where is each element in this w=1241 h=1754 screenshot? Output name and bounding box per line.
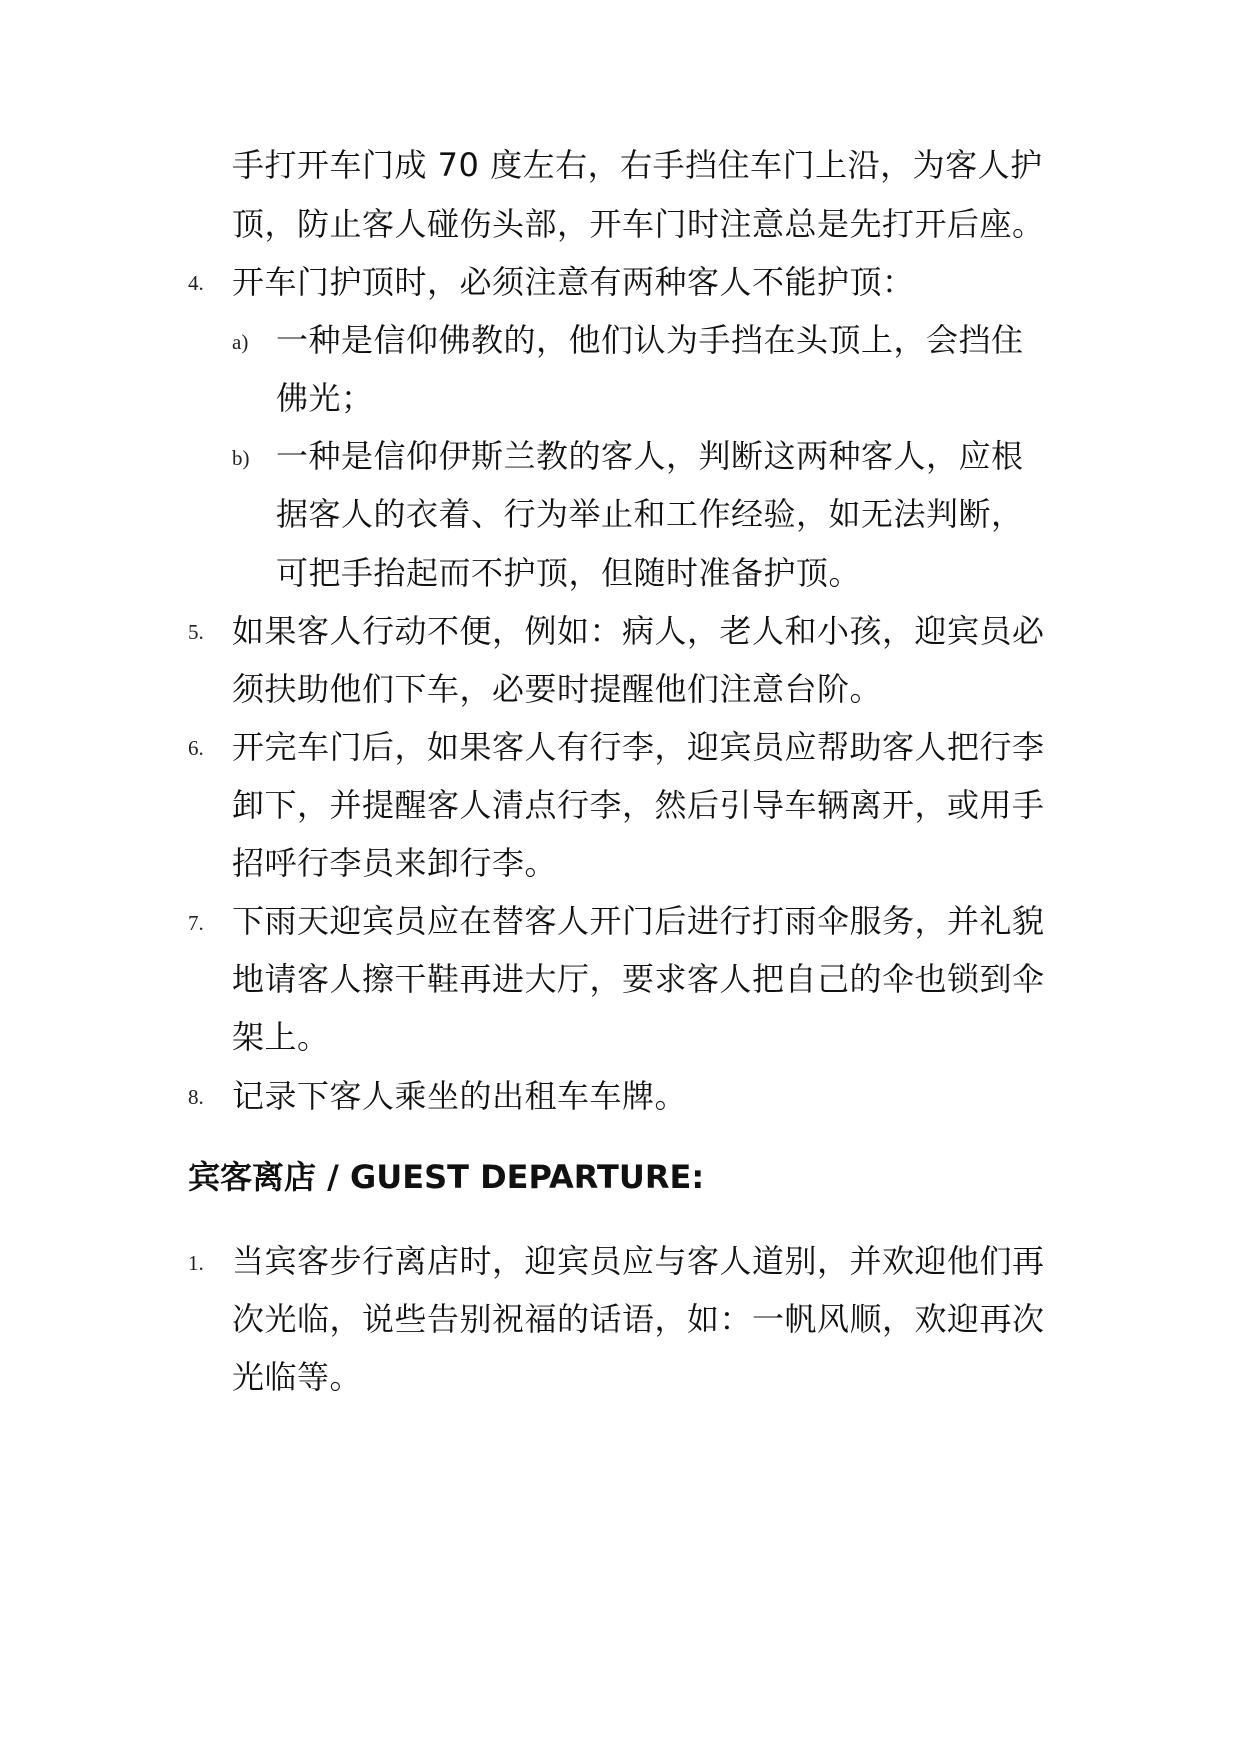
sublist-item-line: 据客人的衣着、行为举止和工作经验，如无法判断， — [276, 495, 1024, 533]
list-item-line: 下雨天迎宾员应在替客人开门后进行打雨伞服务，并礼貌 — [232, 902, 1045, 940]
sublist-item-line: 可把手抬起而不护顶，但随时准备护顶。 — [276, 554, 862, 592]
list-item-line: 开完车门后，如果客人有行李，迎宾员应帮助客人把行李 — [232, 728, 1045, 766]
paragraph-line: 顶，防止客人碰伤头部，开车门时注意总是先打开后座。 — [232, 205, 1045, 243]
list-number: 4. — [188, 271, 204, 295]
sublist-item-line: 佛光； — [276, 379, 374, 417]
list-number: 5. — [188, 620, 204, 644]
list-number: 7. — [188, 911, 204, 935]
list-item-line: 招呼行李员来卸行李。 — [232, 844, 558, 882]
sublist-letter: b) — [232, 446, 250, 470]
list-number: 1. — [188, 1251, 204, 1275]
list-item-line: 光临等。 — [232, 1358, 363, 1396]
list-item-line: 记录下客人乘坐的出租车车牌。 — [232, 1077, 688, 1115]
section-heading: 宾客离店 / GUEST DEPARTURE: — [188, 1158, 705, 1196]
list-item-line: 地请客人擦干鞋再进大厅，要求客人把自己的伞也锁到伞 — [232, 960, 1045, 998]
list-item-line: 当宾客步行离店时，迎宾员应与客人道别，并欢迎他们再 — [232, 1242, 1045, 1280]
list-item-line: 卸下，并提醒客人清点行李，然后引导车辆离开，或用手 — [232, 786, 1045, 824]
paragraph-line: 手打开车门成 70 度左右，右手挡住车门上沿，为客人护 — [232, 146, 1043, 184]
list-number: 6. — [188, 736, 204, 760]
list-number: 8. — [188, 1085, 204, 1109]
sublist-item-line: 一种是信仰伊斯兰教的客人，判断这两种客人，应根 — [276, 437, 1024, 475]
list-item-line: 架上。 — [232, 1018, 330, 1056]
list-item-line: 须扶助他们下车，必要时提醒他们注意台阶。 — [232, 670, 883, 708]
list-item-line: 开车门护顶时，必须注意有两种客人不能护顶： — [232, 263, 915, 301]
list-item-line: 如果客人行动不便，例如：病人，老人和小孩，迎宾员必 — [232, 612, 1045, 650]
list-item-line: 次光临，说些告别祝福的话语，如：一帆风顺，欢迎再次 — [232, 1300, 1045, 1338]
sublist-letter: a) — [232, 330, 249, 354]
sublist-item-line: 一种是信仰佛教的，他们认为手挡在头顶上，会挡住 — [276, 321, 1024, 359]
